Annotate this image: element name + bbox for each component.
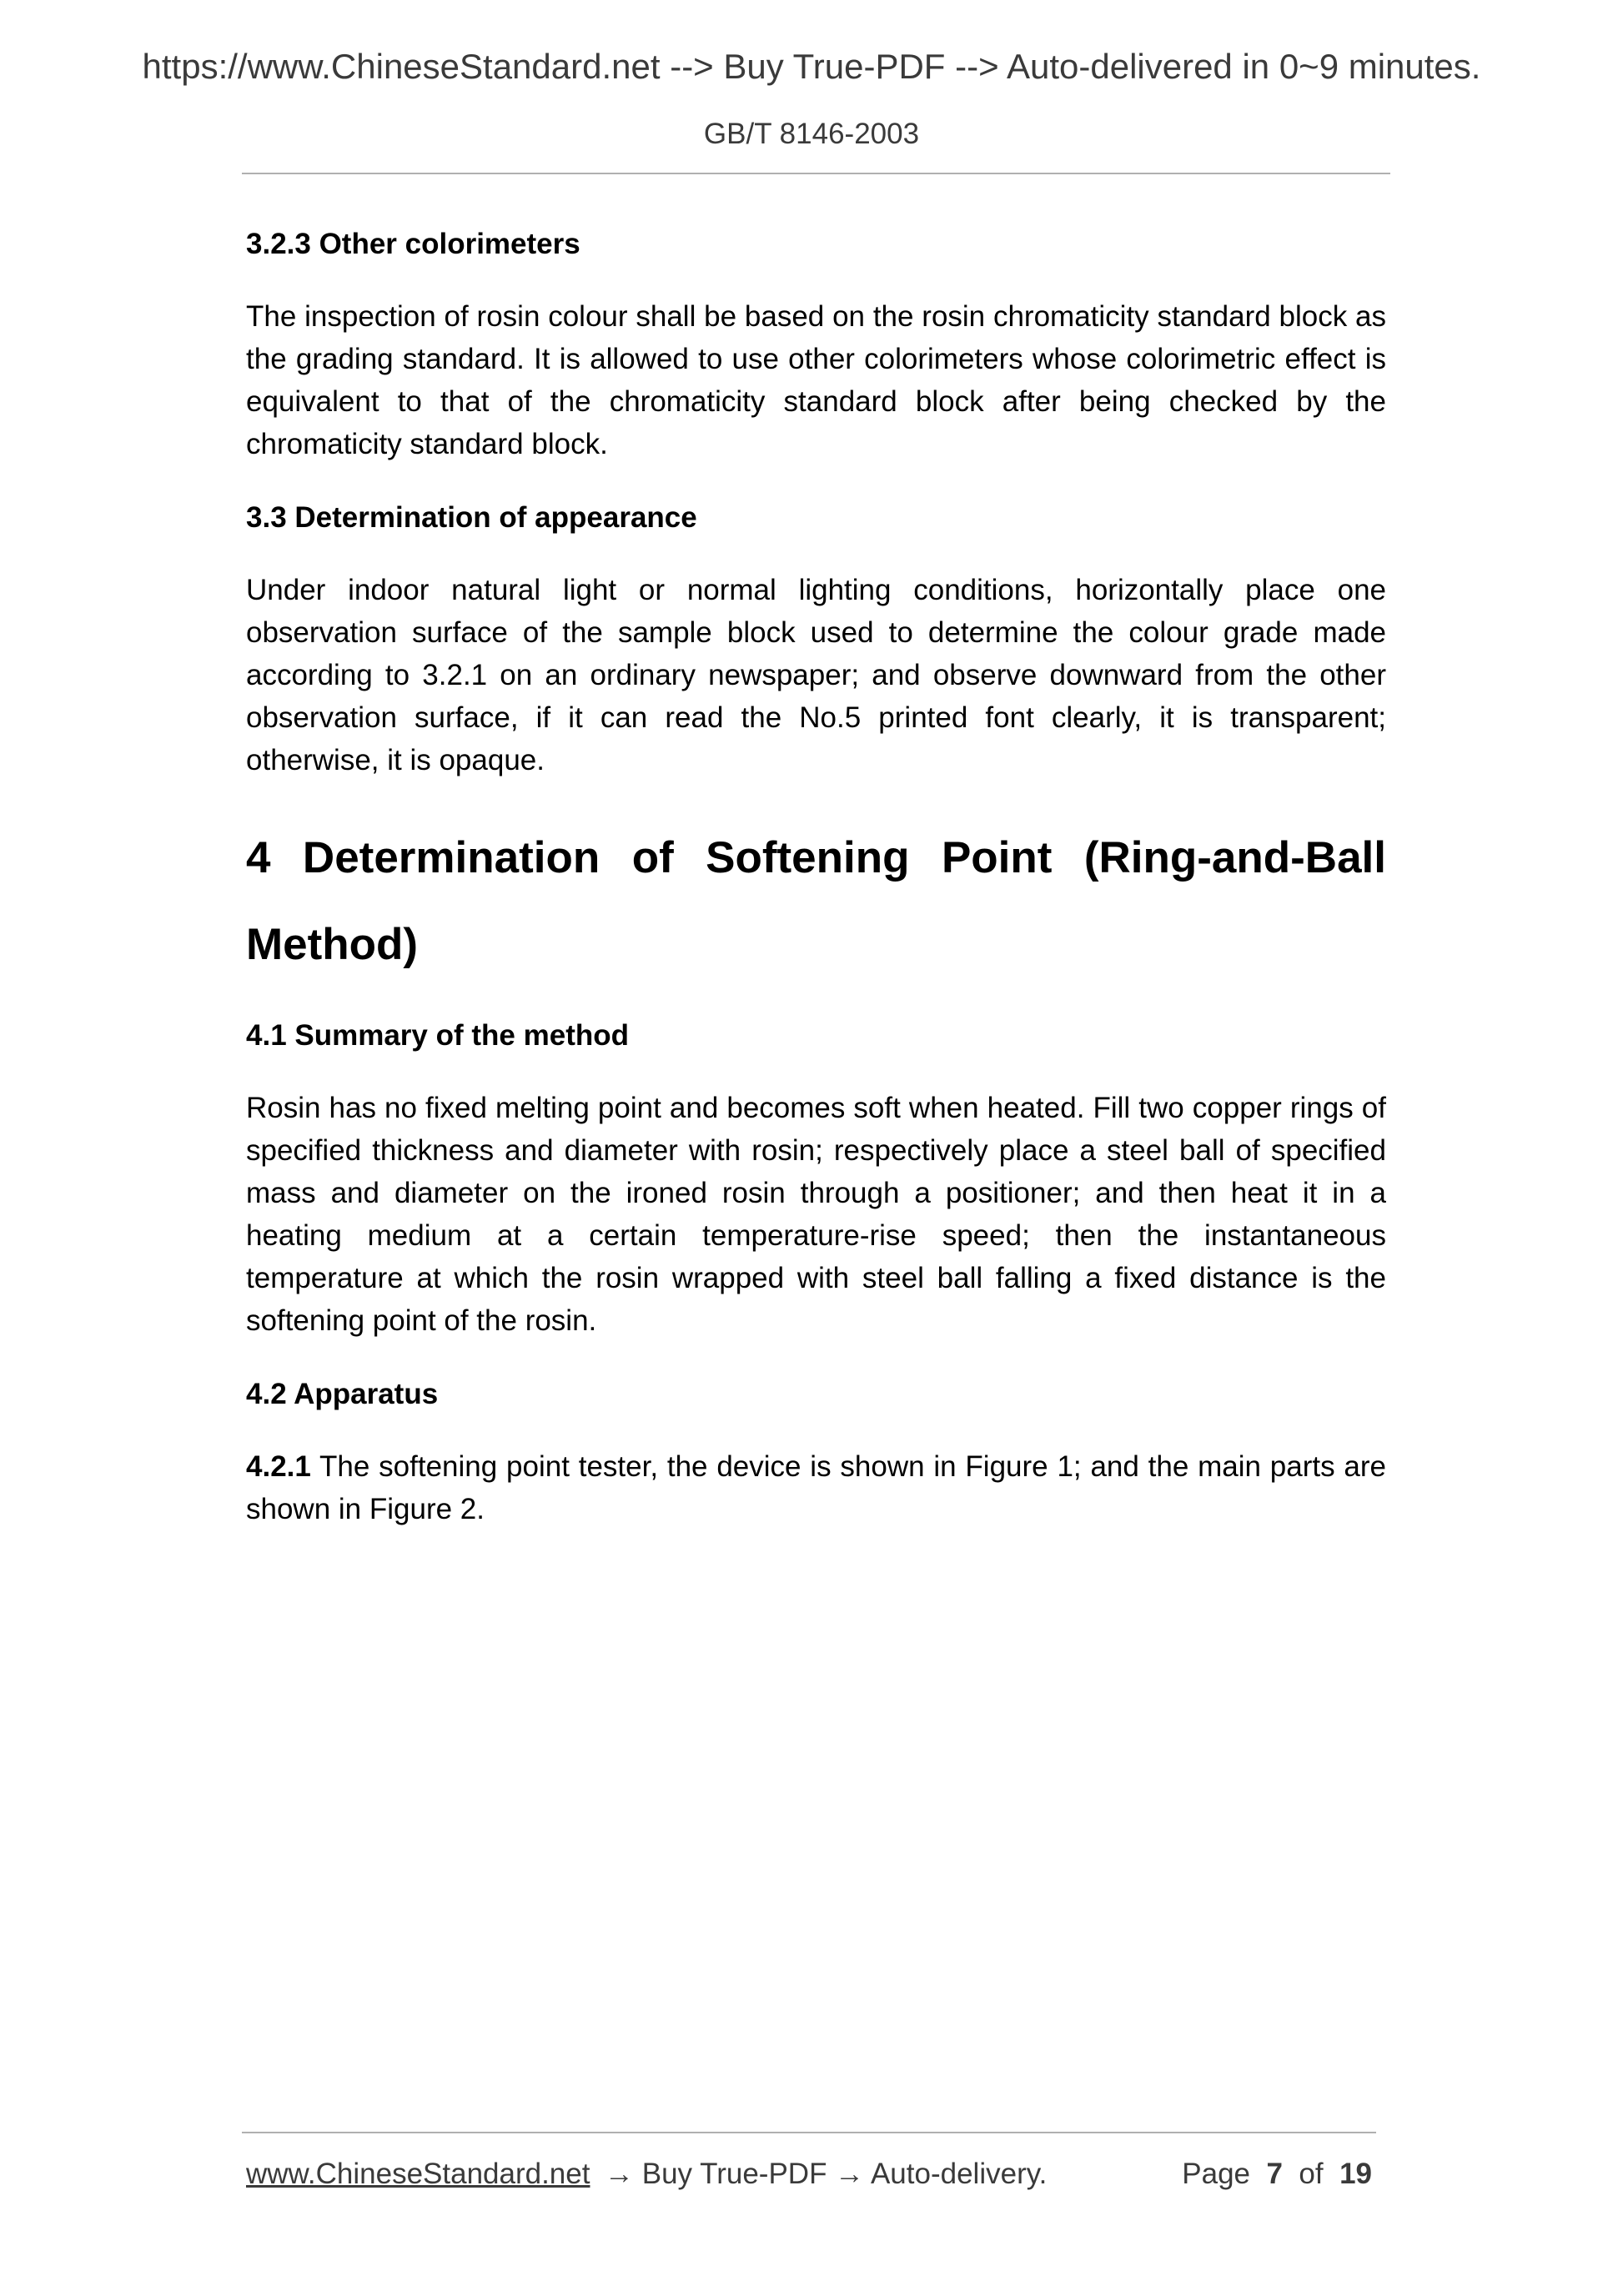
paragraph-4-1: Rosin has no fixed melting point and becomes soft when heated. Fill two copper rings of specified thickness and diameter with rosin; respectively place a steel ball of specified mass and diameter on the ironed rosin through a positioner; and then heat it in a heating medium at a certain temperature-rise speed; then the instantaneous temperature at which the rosin wrapped with steel ball falling a fixed distance is the softening point of the rosin. [246,1092,1386,1337]
page-current: 7 [1266,2158,1283,2190]
page-label: Page [1182,2158,1251,2190]
paragraph-3-2-3: The inspection of rosin colour shall be based on the rosin chromaticity standard block as the grading standard. It is allowed to use other colorimeters whose colorimetric effect is equivalent to that of the chromaticity standard block after being checked by the chromaticity standard block. [246,300,1386,460]
top-banner: https://www.ChineseStandard.net --> Buy True-PDF --> Auto-delivered in 0~9 minutes. [142,47,1481,86]
page-number [1182,2155,1372,2193]
heading-4-1: 4.1 Summary of the method [246,1019,629,1052]
standard-code: GB/T 8146-2003 [703,118,920,150]
header-divider [242,173,1390,174]
footer-divider [242,2132,1376,2133]
paragraph-4-2-1 [246,1445,1386,1530]
document-body [246,225,1386,1564]
page-footer [246,2155,1380,2197]
heading-3-3: 3.3 Determination of appearance [246,501,697,534]
clause-text-4-2-1: The softening point tester, the device is shown in Figure 1; and the main parts are shown in Figure 2. [246,1450,1386,1525]
paragraph-3-3: Under indoor natural light or normal lighting conditions, horizontally place one observation surface of the sample block used to determine the colour grade made according to 3.2.1 on an ordinary newspaper; and observe downward from the other observation surface, if it can read the No.5 printed font clearly, it is transparent; otherwise, it is opaque. [246,574,1386,776]
heading-section-4: 4 Determination of Softening Point (Ring-and-Ball Method) [246,833,1386,969]
footer-tagline: → Buy True-PDF → Auto-delivery. [605,2158,1048,2190]
heading-4-2: 4.2 Apparatus [246,1378,439,1410]
footer-site-link[interactable]: www.ChineseStandard.net [246,2158,590,2190]
clause-number-4-2-1: 4.2.1 [246,1450,311,1483]
page-of-label: of [1299,2158,1324,2190]
page-total: 19 [1339,2158,1372,2190]
heading-3-2-3: 3.2.3 Other colorimeters [246,228,580,260]
